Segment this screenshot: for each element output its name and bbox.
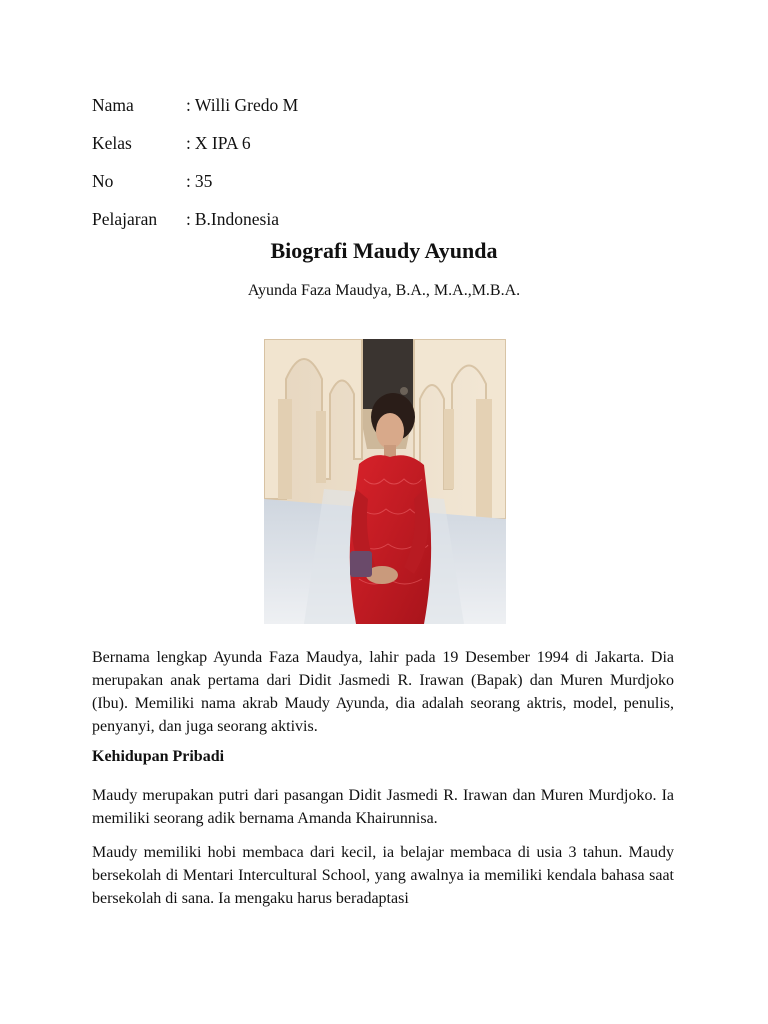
info-value: X IPA 6 [194,132,251,153]
info-row-no [92,162,298,200]
paragraph-intro: Bernama lengkap Ayunda Faza Maudya, lahir pada 19 Desember 1994 di Jakarta. Dia merupakan anak pertama dari Didit Jasmedi R. Irawan (Bapak) dan Muren Murdjoko (Ibu). Memiliki nama akrab Maudy Ayunda, dia adalah seorang aktris, model, penulis, penyanyi, dan juga seorang aktivis. [92,649,674,735]
info-row-pelajaran [92,200,298,238]
paragraph-education: Maudy memiliki hobi membaca dari kecil, ia belajar membaca di usia 3 tahun. Maudy bersekolah di Mentari Intercultural School, yang awalnya ia memiliki kendala bahasa saat bersekolah di sana. Ia mengaku harus beradaptasi [92,844,674,907]
info-row-nama [92,86,298,124]
info-value: 35 [194,170,213,191]
info-label: Nama [92,94,134,115]
info-value: B.Indonesia [194,208,279,229]
info-separator: : [186,94,191,115]
info-label: Kelas [92,132,132,153]
info-label: No [92,170,114,191]
info-row-kelas [92,124,298,162]
document-title: Biografi Maudy Ayunda [270,238,498,263]
info-value: Willi Gredo M [194,94,299,115]
section-heading: Kehidupan Pribadi [92,748,225,765]
paragraph-family: Maudy merupakan putri dari pasangan Didit Jasmedi R. Irawan dan Muren Murdjoko. Ia memiliki seorang adik bernama Amanda Khairunnisa. [92,787,674,827]
info-separator: : [186,170,191,191]
document-subtitle: Ayunda Faza Maudya, B.A., M.A.,M.B.A. [247,282,521,299]
portrait-photo [264,339,506,624]
info-label: Pelajaran [92,208,158,229]
info-separator: : [186,208,191,229]
student-info-block [92,86,298,238]
info-separator: : [186,132,191,153]
